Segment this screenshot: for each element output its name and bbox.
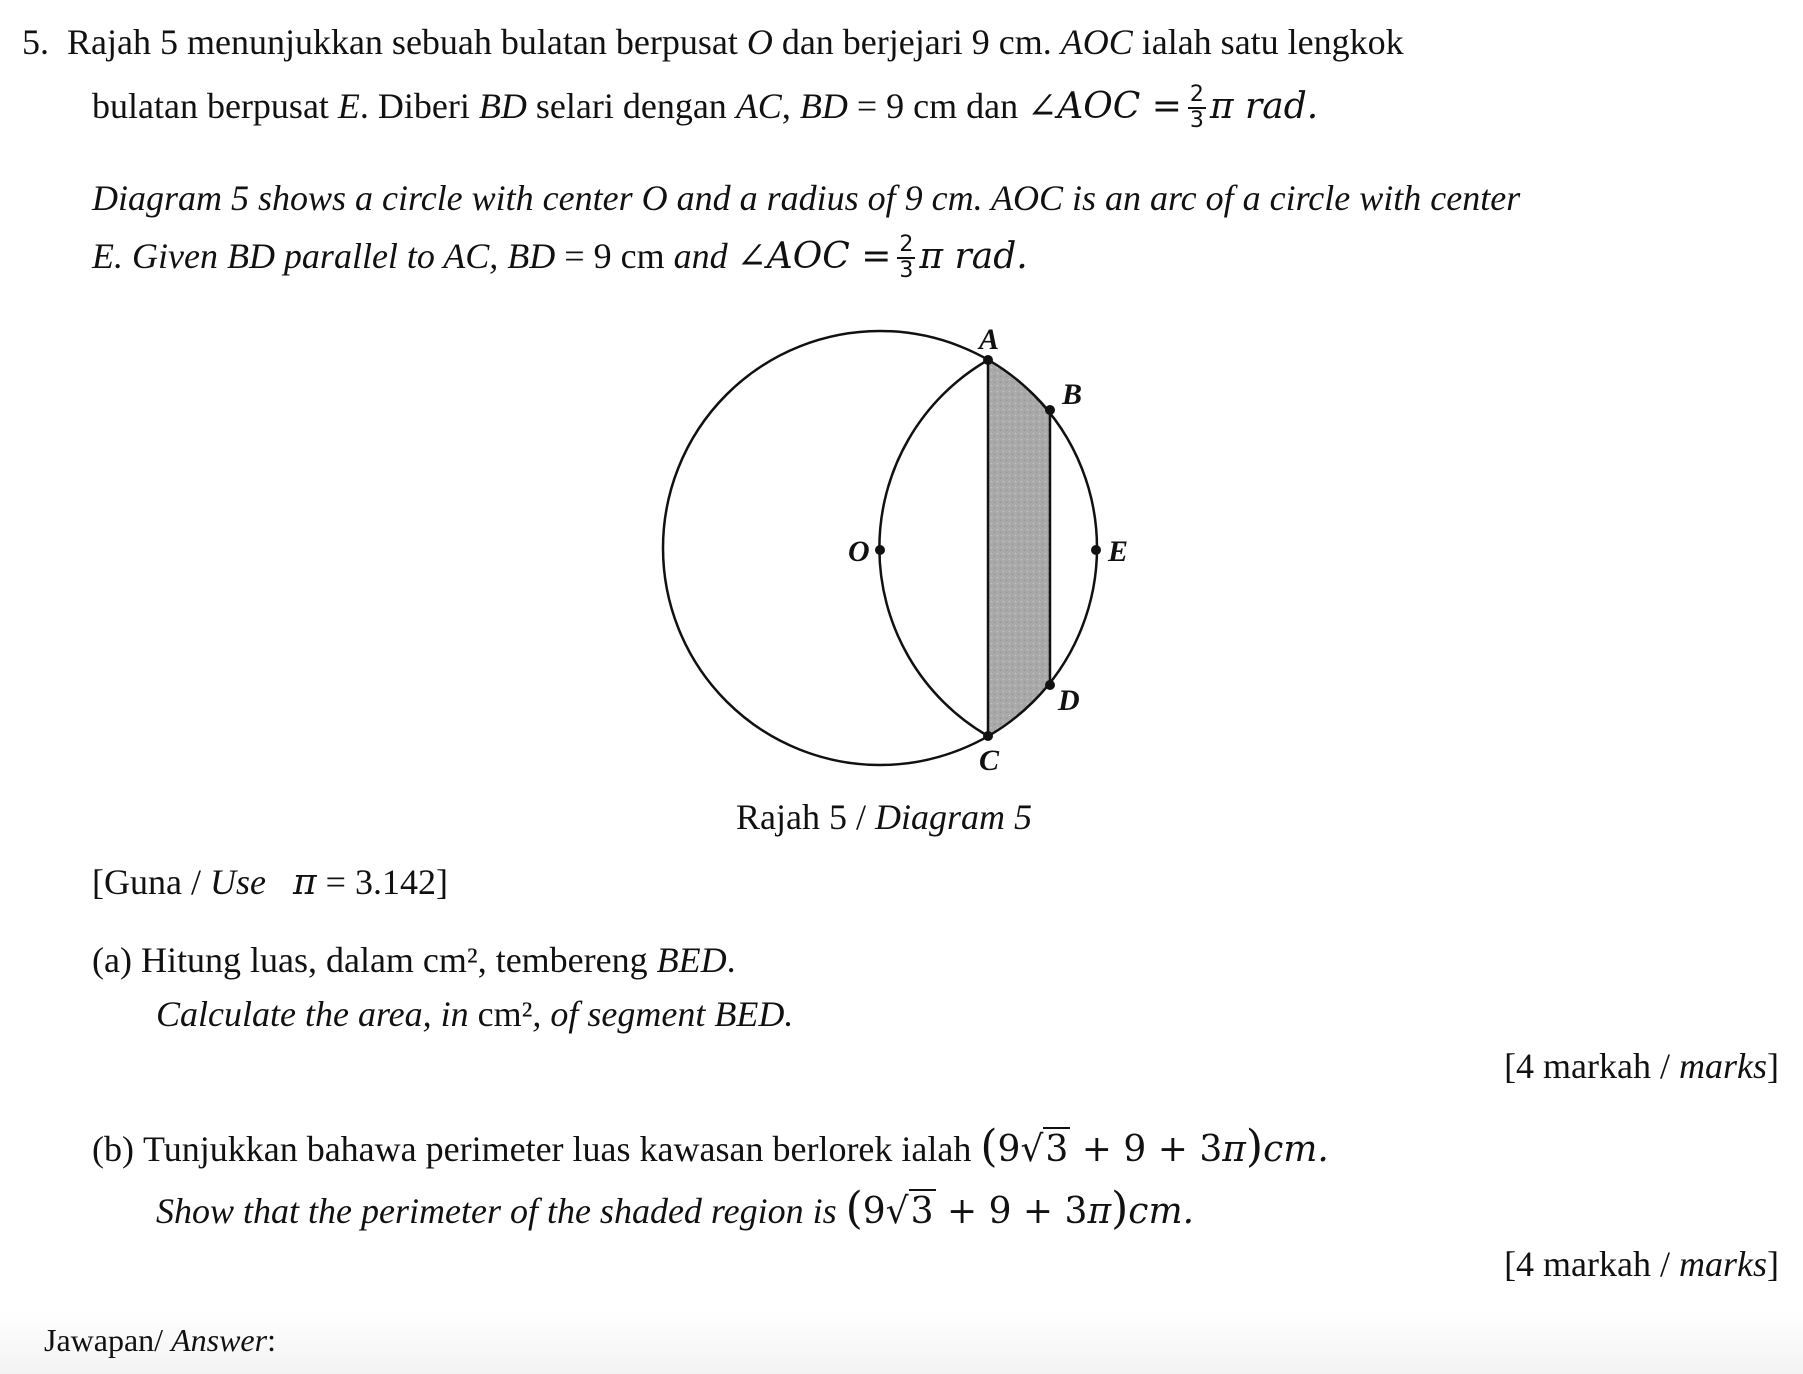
part-a-english: Calculate the area, in cm², of segment BED. [156,994,794,1034]
diagram-caption: Rajah 5 / Diagram 5 [736,797,1032,837]
part-a-malay: (a) Hitung luas, dalam cm², tembereng BED. [92,940,736,980]
point-c [983,731,993,741]
part-a-label: (a) [92,940,132,980]
part-b-marks: [4 markah / marks] [1504,1244,1779,1284]
point-a [983,355,993,365]
arc-aoc [879,360,988,736]
use-pi-note: [Guna / Use π = 3.142] [92,862,448,903]
label-d: D [1058,684,1080,717]
answer-label: Jawapan/ Answer: [44,1322,276,1358]
shaded-region [988,360,1050,736]
part-b-malay: (b) Tunjukkan bahawa perimeter luas kawasan berlorek ialah (9√3 + 9 + 3π)cm. [92,1121,1329,1172]
point-o [875,545,885,555]
label-c: C [979,744,1000,777]
angle-aoc: ∠AOC = [1027,86,1182,127]
question-english-line-1: Diagram 5 shows a circle with center O and a radius of 9 cm. AOC is an arc of a circle with center [92,178,1521,218]
label-e: E [1108,535,1129,568]
point-b [1045,405,1055,415]
point-d [1045,680,1055,690]
label-b: B [1062,378,1083,411]
question-english-line-2: E. Given BD parallel to AC, BD = 9 cm and ∠AOC = $\frac{2}{3}$ π rad. [92,231,1028,283]
fraction-two-thirds-en: $\frac{2}{3}$ [899,231,914,283]
label-o: O [848,535,870,568]
part-a-marks: [4 markah / marks] [1504,1046,1779,1086]
label-a: A [979,323,1000,356]
fraction-two-thirds: $\frac{2}{3}$ [1189,81,1204,133]
question-number: 5. [22,22,49,62]
question-malay-line-1: 5. Rajah 5 menunjukkan sebuah bulatan berpusat O dan berjejari 9 cm. AOC ialah satu lengkok [22,22,1404,62]
part-b-label: (b) [92,1129,134,1169]
question-malay-line-2: bulatan berpusat E. Diberi BD selari dengan AC, BD = 9 cm dan ∠AOC = $\frac{2}{3}$ π rad. [92,81,1319,133]
part-b-english: Show that the perimeter of the shaded region is (9√3 + 9 + 3π)cm. [156,1183,1195,1234]
point-e [1091,545,1101,555]
